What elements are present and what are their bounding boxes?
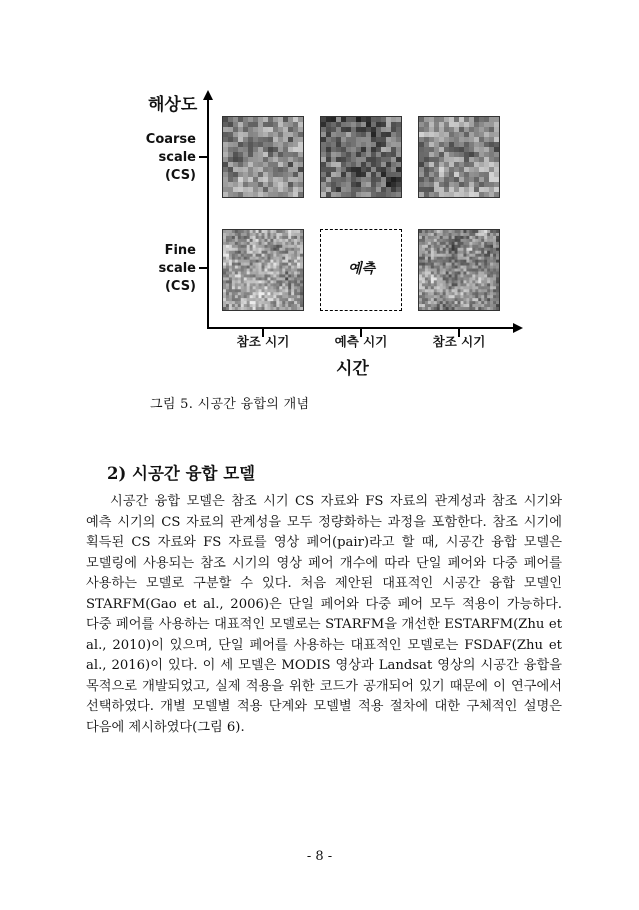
y-axis-arrow-icon: [203, 90, 213, 100]
x-axis-title: 시간: [336, 359, 369, 379]
column-label-pred: 예측 시기: [334, 334, 388, 349]
y-axis-title: 해상도: [148, 95, 198, 115]
x-axis-arrow-icon: [513, 323, 523, 333]
section-title: 2) 시공간 융합 모델: [107, 464, 256, 483]
fine-image-ref-2: [418, 229, 500, 311]
column-label-ref-2: 참조 시기: [432, 334, 486, 349]
page-number: - 8 -: [306, 849, 333, 864]
row-label-fine: Fine scale (CS): [158, 243, 196, 294]
figure-caption: 그림 5. 시공간 융합의 개념: [150, 397, 310, 412]
body-paragraph: 시공간 융합 모델은 참조 시기 CS 자료와 FS 자료의 관계성과 참조 시기와 예측 시기의 CS 자료의 관계성을 모두 정량화하는 과정을 포함한다. 참조 시기에 획득된 CS 자료와 FS 자료를 영상 페어(pair)라고 할 때, 시공간 융합 모델은 모델링에 사용되는 참조 시기의 영상 페어 개수에 따라 단일 페어와 다중 페어를 사용하는 모델로 구분할 수 있다. 처음 제안된 대표적인 시공간 융합 모델인 STARFM(Gao et al., 2006)은 단일 페어와 다중 페어 모두 적용이 가능하다. 다중 페어를 사용하는 대표적인 모델로는 STARFM을 개선한 ESTARFM(Zhu et al., 2010)이 있으며, 단일 페어를 사용하는 대표적인 모델로는 FSDAF(Zhu et al., 2016)이 있다. 이 세 모델은 MODIS 영상과 Landsat 영상의 시공간 융합을 목적으로 개발되었고, 실제 적용을 위한 코드가 공개되어 있기 때문에 이 연구에서 선택하였다. 개별 모델별 적용 단계와 모델별 적용 절차에 대한 구체적인 설명은 다음에 제시하였다(그림 6).: [86, 494, 562, 735]
row-label-coarse: Coarse scale (CS): [145, 132, 196, 183]
fine-image-ref-1: [222, 229, 304, 311]
y-tick-coarse: [199, 156, 209, 158]
coarse-image-pred: [320, 116, 402, 198]
coarse-image-ref-2: [418, 116, 500, 198]
y-axis-line: [207, 98, 209, 329]
coarse-image-ref-1: [222, 116, 304, 198]
y-tick-fine: [199, 267, 209, 269]
prediction-label: 예측: [347, 261, 376, 277]
column-label-ref-1: 참조 시기: [236, 334, 290, 349]
